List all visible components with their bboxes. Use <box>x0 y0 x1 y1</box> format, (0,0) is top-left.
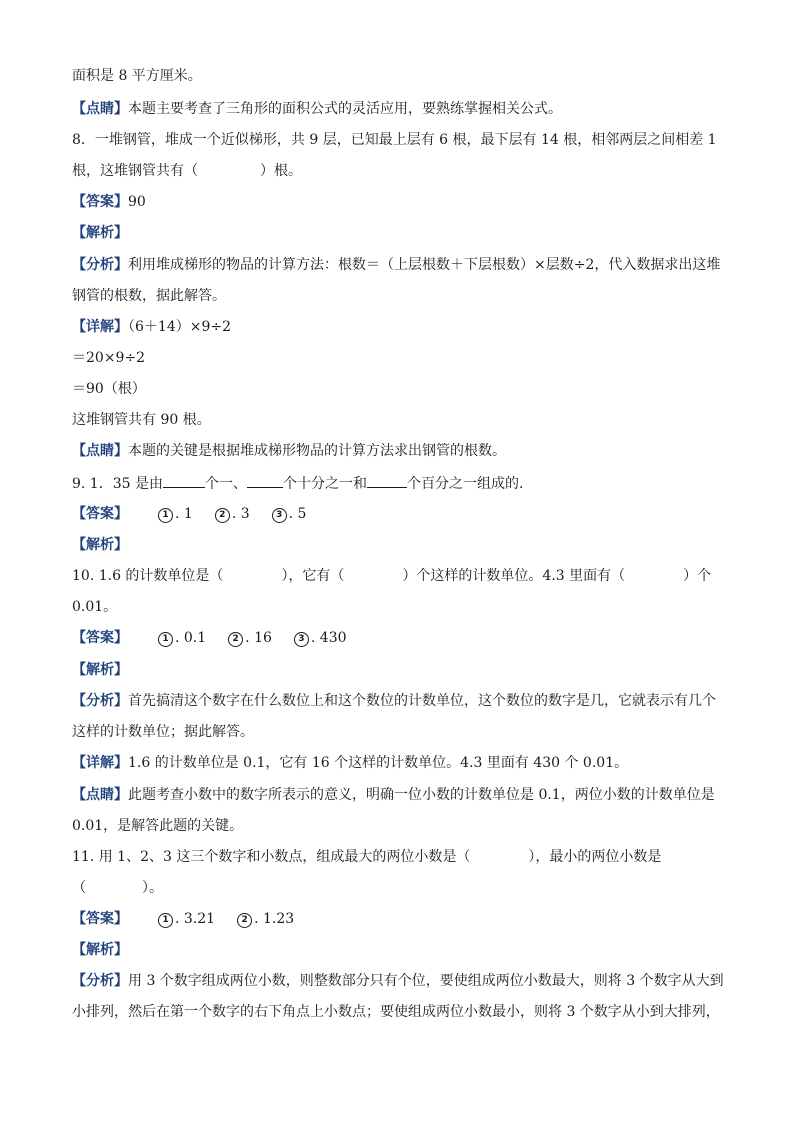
q8-analysis-line1 <box>72 255 720 275</box>
q10-stem-line2 <box>72 597 117 617</box>
q8-detail-line4 <box>72 410 211 430</box>
answer-value: . 3.21 <box>175 911 216 927</box>
q11-stem-text: （ <box>72 880 86 896</box>
q8-detail-line1 <box>72 317 231 337</box>
answer-item <box>294 628 347 648</box>
detail-text: ＝90（根） <box>72 381 146 397</box>
analysis-text: 钢管的根数，据此解答。 <box>72 288 226 304</box>
q9-stem-text: 个百分之一组成的． <box>406 476 533 492</box>
fill-blank[interactable] <box>247 473 283 488</box>
answer-item <box>228 628 272 648</box>
q10-comment-line2 <box>72 816 243 836</box>
comment-text: 本题主要考查了三角形的面积公式的灵活应用，要熟练掌握相关公式。 <box>128 101 562 117</box>
jiexi-tag: 【解析】 <box>72 225 128 241</box>
q9-answer-line <box>72 504 328 524</box>
q10-detail-line <box>72 753 628 773</box>
q8-stem-text: ）根。 <box>260 163 302 179</box>
q11-jiexi-line <box>72 940 128 960</box>
answer-tag: 【答案】 <box>72 506 128 522</box>
analysis-text: 首先搞清这个数字在什么数位上和这个数位的计数单位，这个数位的数字是几，它就表示有几个 <box>128 693 716 709</box>
jiexi-tag: 【解析】 <box>72 537 128 553</box>
fill-blank[interactable] <box>367 473 407 488</box>
circled-number-icon: 1 <box>158 913 173 928</box>
q11-answer-line <box>72 909 316 929</box>
circled-number-icon: 3 <box>294 632 309 647</box>
q8-jiexi-line <box>72 223 128 243</box>
q11-stem-text: ），最小的两位小数是 <box>528 849 662 865</box>
q8-comment-line <box>72 441 506 461</box>
answer-value: . 1 <box>175 506 193 522</box>
detail-tag: 【详解】 <box>72 755 128 771</box>
analysis-tag: 【分析】 <box>72 257 128 273</box>
circled-number-icon: 2 <box>228 632 243 647</box>
q9-stem-text: 9. 1．35 是由 <box>72 476 163 492</box>
q11-stem-text: ）。 <box>142 880 163 896</box>
analysis-text: 利用堆成梯形的物品的计算方法：根数＝（上层根数＋下层根数）×层数÷2，代入数据求出这堆 <box>128 257 721 273</box>
comment-text: 此题考查小数中的数字所表示的意义，明确一位小数的计数单位是 0.1，两位小数的计数单位是 <box>128 787 715 803</box>
comment-tag: 【点睛】 <box>72 443 128 459</box>
comment-text: 本题的关键是根据堆成梯形物品的计算方法求出钢管的根数。 <box>128 443 506 459</box>
q11-stem-line2 <box>72 878 163 898</box>
detail-text: 这堆钢管共有 90 根。 <box>72 412 211 428</box>
prev-area-text: 面积是 8 平方厘米。 <box>72 68 202 84</box>
answer-item <box>158 504 193 524</box>
circled-number-icon: 2 <box>237 913 252 928</box>
q11-analysis-line2 <box>72 1002 720 1022</box>
circled-number-icon: 3 <box>272 508 287 523</box>
comment-tag: 【点睛】 <box>72 787 128 803</box>
q10-jiexi-line <box>72 660 128 680</box>
answer-value: . 0.1 <box>175 630 207 646</box>
q10-comment-line1 <box>72 785 715 805</box>
q8-stem-text: 8．一堆钢管，堆成一个近似梯形，共 9 层，已知最上层有 6 根，最下层有 14 根，相邻两层之间相差 1 <box>72 132 717 148</box>
q10-stem-line1 <box>72 566 711 586</box>
q10-analysis-line2 <box>72 722 254 742</box>
answer-item <box>215 504 250 524</box>
answer-value: . 430 <box>310 630 347 646</box>
prev-comment-line <box>72 99 562 119</box>
detail-text: （6＋14）×9÷2 <box>128 319 231 335</box>
q8-detail-line3 <box>72 379 146 399</box>
q8-stem-line1 <box>72 130 717 150</box>
comment-tag: 【点睛】 <box>72 101 128 117</box>
answer-value: . 5 <box>288 506 307 522</box>
q10-stem-text: 0.01。 <box>72 599 118 615</box>
answer-value: . 3 <box>231 506 250 522</box>
q9-stem-text: 个十分之一和 <box>282 476 367 492</box>
analysis-tag: 【分析】 <box>72 973 128 989</box>
answer-value: . 16 <box>245 630 272 646</box>
circled-number-icon: 2 <box>215 508 230 523</box>
q8-answer-value: 90 <box>128 194 146 210</box>
q11-stem-line1 <box>72 847 661 867</box>
q10-stem-text: 10. 1.6 的计数单位是（ <box>72 568 224 584</box>
q8-stem-text: 根，这堆钢管共有（ <box>72 163 198 179</box>
analysis-text: 这样的计数单位；据此解答。 <box>72 724 254 740</box>
q9-stem-line <box>72 473 533 494</box>
answer-tag: 【答案】 <box>72 911 128 927</box>
q8-answer-line <box>72 192 146 212</box>
detail-text: 1.6 的计数单位是 0.1，它有 16 个这样的计数单位。4.3 里面有 430 个 0.01。 <box>128 755 629 771</box>
answer-item <box>237 909 294 929</box>
analysis-text: 小排列，然后在第一个数字的右下角点上小数点；要使组成两位小数最小，则将 3 个数字从小到大排列， <box>72 1004 720 1020</box>
fill-blank[interactable] <box>163 473 205 488</box>
circled-number-icon: 1 <box>158 508 173 523</box>
q9-jiexi-line <box>72 535 128 555</box>
q8-detail-line2 <box>72 348 145 368</box>
q11-analysis-line1 <box>72 971 724 991</box>
q8-stem-line2 <box>72 161 302 181</box>
jiexi-tag: 【解析】 <box>72 942 128 958</box>
jiexi-tag: 【解析】 <box>72 662 128 678</box>
analysis-tag: 【分析】 <box>72 693 128 709</box>
analysis-text: 用 3 个数字组成两位小数，则整数部分只有个位，要使组成两位小数最大，则将 3 个数字从大到 <box>128 973 724 989</box>
answer-item <box>158 628 206 648</box>
q10-stem-text: ），它有（ <box>281 568 345 584</box>
q11-stem-text: 11. 用 1、2、3 这三个数字和小数点，组成最大的两位小数是（ <box>72 849 471 865</box>
q9-stem-text: 个一、 <box>204 476 247 492</box>
q10-stem-text: ）个 <box>683 568 712 584</box>
q10-stem-text: ）个这样的计数单位。4.3 里面有（ <box>402 568 626 584</box>
detail-text: ＝20×9÷2 <box>72 350 146 366</box>
detail-tag: 【详解】 <box>72 319 128 335</box>
answer-tag: 【答案】 <box>72 630 128 646</box>
prev-area-line <box>72 66 202 86</box>
q10-analysis-line1 <box>72 691 716 711</box>
q8-analysis-line2 <box>72 286 226 306</box>
q10-answer-line <box>72 628 369 648</box>
answer-item <box>158 909 215 929</box>
answer-tag: 【答案】 <box>72 194 128 210</box>
comment-text: 0.01，是解答此题的关键。 <box>72 818 244 834</box>
circled-number-icon: 1 <box>158 632 173 647</box>
answer-item <box>272 504 307 524</box>
answer-value: . 1.23 <box>254 911 295 927</box>
